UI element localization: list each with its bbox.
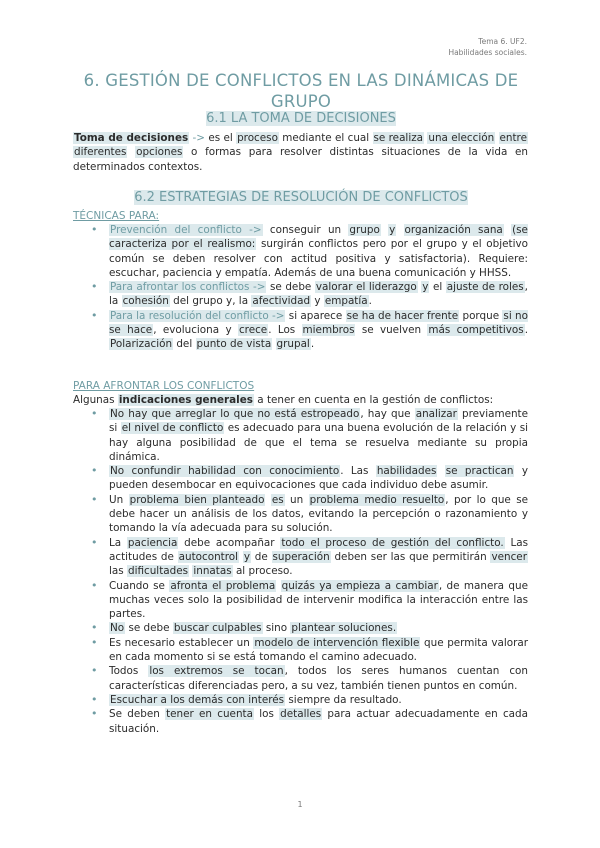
bullet-icon: • (91, 407, 98, 420)
bullet-icon: • (91, 664, 98, 678)
bullet-icon: • (91, 707, 98, 721)
header-topic: Tema 6. UF2. (478, 37, 527, 46)
list-item: • No se debe buscar culpables sino plantear soluciones. (91, 621, 397, 635)
bullet-icon: • (91, 280, 98, 294)
page-title: 6. GESTIÓN DE CONFLICTOS EN LAS DINÁMICAS DE GRUPO (83, 71, 519, 111)
list-item: • Escuchar a los demás con interés siempre da resultado. (91, 692, 402, 706)
list-item: • Para afrontar los conflictos -> se debe valorar el liderazgo y el ajuste de roles, la cohesión del grupo y, la afectividad y empatía. (91, 280, 528, 308)
bullet-icon: • (91, 308, 98, 322)
bullet-icon: • (91, 223, 98, 236)
section-6-2-heading: 6.2 ESTRATEGIAS DE RESOLUCIÓN DE CONFLICTOS (134, 190, 468, 205)
bullet-icon: • (91, 692, 98, 706)
list-item: • Se deben tener en cuenta los detalles para actuar adecuadamente en cada situación. (91, 707, 528, 735)
header-subject: Habilidades sociales. (448, 48, 527, 57)
indicaciones-list (73, 407, 528, 736)
bullet-icon: • (91, 492, 98, 506)
afrontar-label: PARA AFRONTAR LOS CONFLICTOS (73, 380, 255, 392)
bullet-icon: • (91, 535, 98, 549)
bullet-icon: • (91, 464, 98, 478)
tecnicas-list (73, 223, 528, 352)
bullet-icon: • (91, 578, 98, 592)
list-item: • Todos los extremos se tocan, todos los seres humanos cuentan con características diferenciadas pero, a su vez, también tienen puntos en común. (91, 664, 528, 692)
paragraph-toma-decisiones: Toma de decisiones -> es el proceso mediante el cual se realiza una elección entre diferentes opciones o formas para resolver distintas situaciones de la vida en determinados contextos. (73, 132, 528, 173)
list-item: • La paciencia debe acompañar todo el proceso de gestión del conflicto. Las actitudes de autocontrol y de superación deben ser las que permitirán vencer las dificultades innatas al proceso. (91, 535, 529, 578)
bullet-icon: • (91, 635, 98, 649)
list-item: • No hay que arreglar lo que no está estropeado, hay que analizar previamente si el nivel de conflicto es adecuado para una buena evolución de la relación y si hay alguna posibilidad de que el tema se resuelva mediante su propia dinámica. (91, 407, 529, 463)
list-item: • Prevención del conflicto -> conseguir un grupo y organización sana (se caracteriza por el realismo: surgirán conflictos pero por el grupo y el objetivo común se deben resolver con actitud positiva y satisfactoria). Requiere: escuchar, paciencia y empatía. Además de una buena comunicación y HHSS. (91, 223, 529, 279)
list-item: • Es necesario establecer un modelo de intervención flexible que permita valorar en cada momento si se está tomando el camino adecuado. (91, 635, 528, 664)
afrontar-intro: Algunas indicaciones generales a tener en cuenta en la gestión de conflictos: (73, 394, 494, 406)
list-item: • Un problema bien planteado es un problema medio resuelto, por lo que se debe hacer un análisis de los datos, evitando la percepción o razonamiento y tomando la vía adecuada para su solución. (91, 492, 529, 535)
section-6-1-heading: 6.1 LA TOMA DE DECISIONES (206, 111, 396, 126)
list-item: • No confundir habilidad con conocimiento. Las habilidades se practican y pueden desembocar en equivocaciones que cada individuo debe asumir. (91, 464, 528, 492)
list-item: • Para la resolución del conflicto -> si aparece se ha de hacer frente porque si no se hace, evoluciona y crece. Los miembros se vuelven más competitivos. Polarización del punto de vista grupal. (91, 308, 528, 351)
bullet-icon: • (91, 621, 98, 635)
list-item: • Cuando se afronta el problema quizás ya empieza a cambiar, de manera que muchas veces solo la posibilidad de intervenir modifica la interacción entre las partes. (91, 578, 528, 621)
page-header (448, 36, 527, 58)
page-number: 1 (297, 800, 303, 809)
tecnicas-label: TÉCNICAS PARA: (73, 210, 160, 222)
